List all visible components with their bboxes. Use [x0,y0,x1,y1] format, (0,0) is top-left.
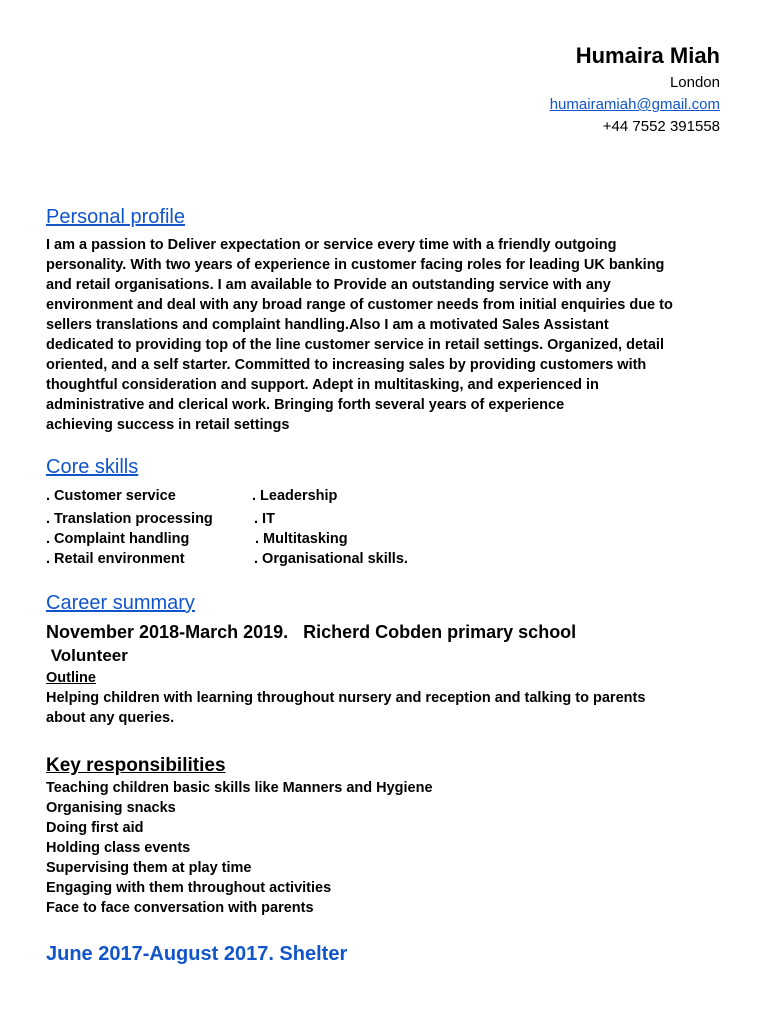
profile-line: sellers translations and complaint handling.Also I am a motivated Sales Assistant [46,317,609,333]
profile-line: dedicated to providing top of the line customer service in retail settings. Organized, detail [46,337,664,353]
job2-title: June 2017-August 2017. Shelter [46,943,348,965]
responsibility-item: Face to face conversation with parents [46,900,314,916]
outline-label: Outline [46,670,96,686]
job-title: November 2018-March 2019. Richerd Cobden primary school [46,622,577,642]
email-link[interactable]: humairamiah@gmail.com [549,96,720,113]
profile-heading: Personal profile [46,206,185,228]
location: London [669,74,720,91]
responsibility-item: Supervising them at play time [46,860,252,876]
responsibility-item: Doing first aid [46,820,144,836]
skill-item: . Leadership [252,488,338,504]
career-heading: Career summary [46,592,195,614]
profile-line: oriented, and a self starter. Committed to increasing sales by providing customers with [46,357,647,373]
profile-line: achieving success in retail settings [46,417,290,433]
responsibility-item: Engaging with them throughout activities [46,880,332,896]
job-role: Volunteer [46,646,128,665]
contact-header [550,42,720,138]
responsibility-item: Teaching children basic skills like Manners and Hygiene [46,780,433,796]
profile-line: I am a passion to Deliver expectation or service every time with a friendly outgoing [46,237,617,253]
outline-line: Helping children with learning throughout nursery and reception and talking to parents [46,690,646,706]
skill-item: . Complaint handling [46,531,190,547]
profile-line: thoughtful consideration and support. Adept in multitasking, and experienced in [46,377,599,393]
profile-section [46,204,726,435]
outline-line: about any queries. [46,710,175,726]
responsibilities-heading: Key responsibilities [46,755,226,776]
skills-section [46,454,726,480]
skill-item: . Organisational skills. [254,551,408,567]
career-section [46,590,726,967]
skill-item: . Multitasking [255,531,348,547]
skills-list [46,486,726,576]
skill-item: . Translation processing [46,511,213,527]
skill-item: . Customer service [46,488,176,504]
profile-line: and retail organisations. I am available to Provide an outstanding service with any [46,277,611,293]
responsibility-item: Organising snacks [46,800,176,816]
profile-line: personality. With two years of experience in customer facing roles for leading UK banking [46,257,665,273]
phone-number: +44 7552 391558 [602,118,720,135]
skill-item: . IT [254,511,275,527]
responsibility-item: Holding class events [46,840,191,856]
skills-heading: Core skills [46,456,139,478]
candidate-name: Humaira Miah [575,43,720,68]
profile-line: administrative and clerical work. Bringing forth several years of experience [46,397,565,413]
profile-line: environment and deal with any broad range of customer needs from initial enquiries due to [46,297,673,313]
skill-item: . Retail environment [46,551,185,567]
